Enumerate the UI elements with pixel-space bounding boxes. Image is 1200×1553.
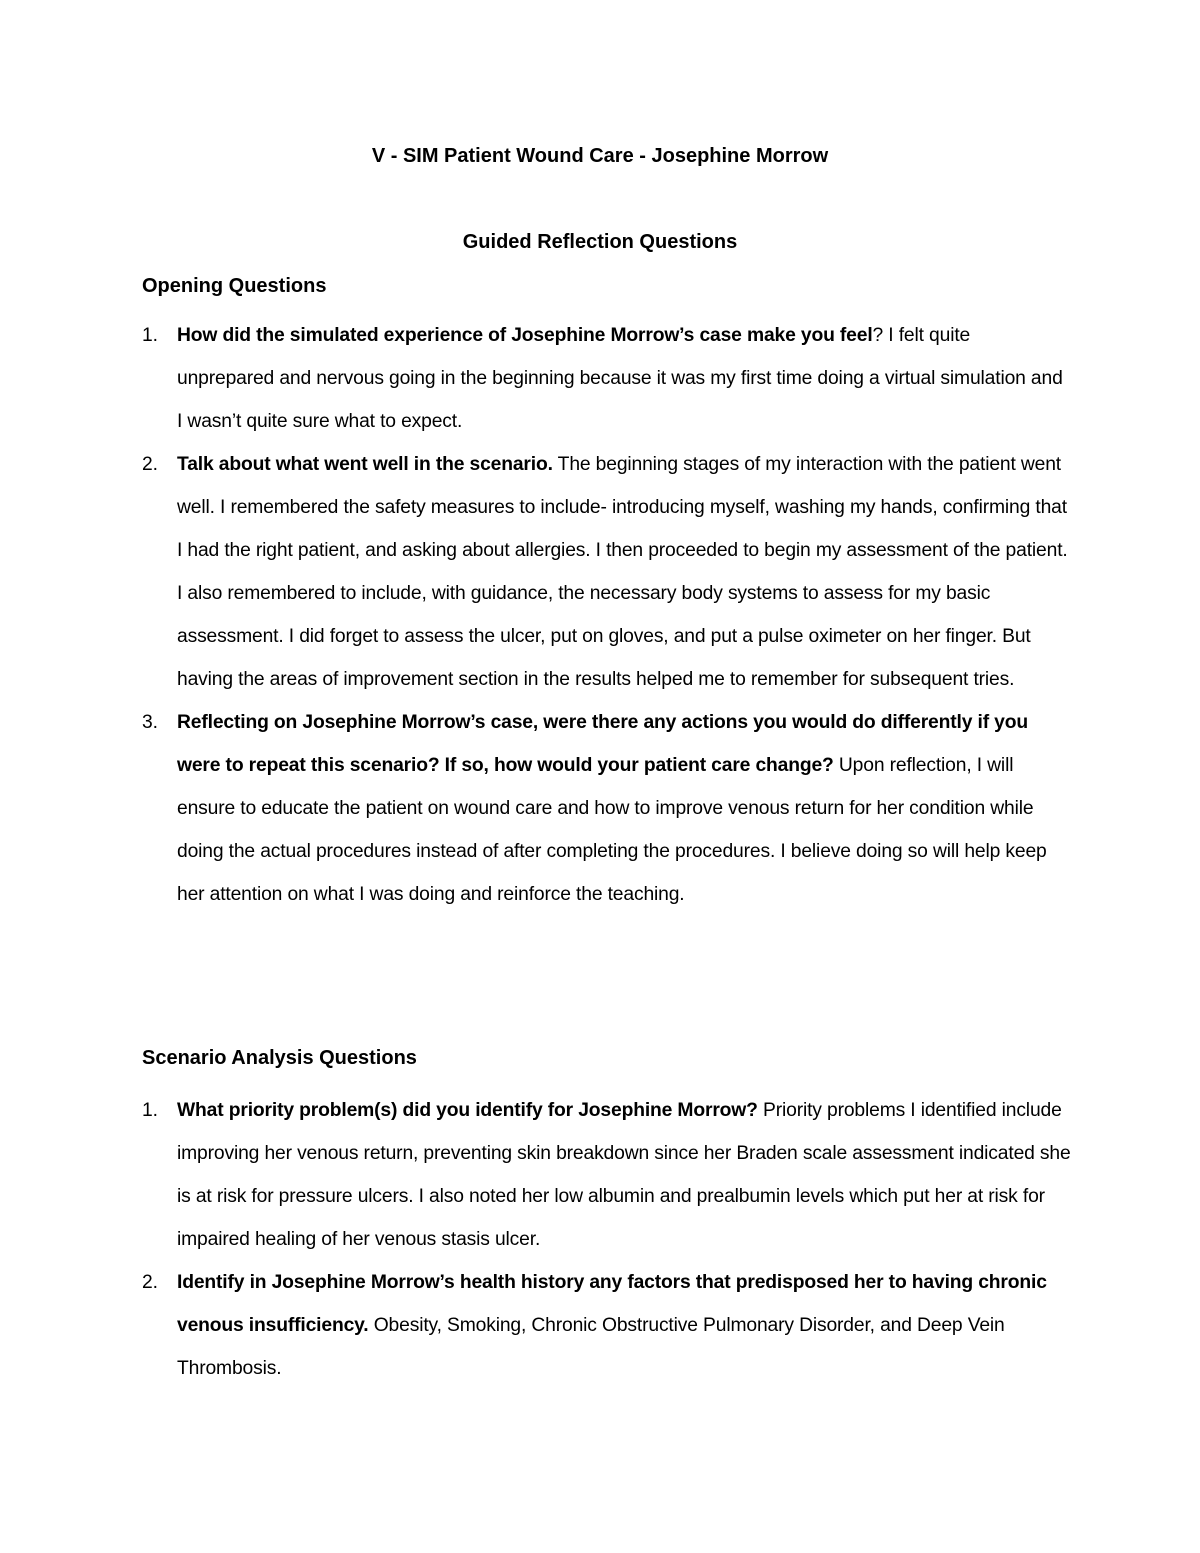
question-answer: Priority problems I identified include improving her venous return, preventing skin breakdown since her Braden scale assessment indicated she is at risk for pressure ulcers. I also noted her low albumin and prealbumin levels which put her at risk for impaired healing of her venous stasis ulcer. — [177, 1100, 1071, 1250]
opening-question-item — [142, 443, 1072, 701]
question-number: 1. — [142, 1100, 158, 1121]
scenario-question-item — [142, 1089, 1072, 1261]
question-answer: ? I felt quite unprepared and nervous going in the beginning because it was my first time doing a virtual simulation and I wasn’t quite sure what to expect. — [177, 325, 1063, 432]
question-text — [177, 1100, 1071, 1250]
scenario-analysis-heading: Scenario Analysis Questions — [142, 1047, 417, 1069]
question-prompt: What priority problem(s) did you identify for Josephine Morrow? — [177, 1100, 758, 1121]
document-title: V - SIM Patient Wound Care - Josephine Morrow — [371, 145, 829, 167]
opening-questions-heading: Opening Questions — [142, 275, 327, 297]
question-number: 2. — [142, 454, 158, 475]
question-prompt: Identify in Josephine Morrow’s health history any factors that predisposed her to having chronic venous insufficiency. — [177, 1272, 1047, 1336]
question-text — [177, 454, 1068, 690]
question-number: 2. — [142, 1272, 158, 1293]
scenario-questions-list — [142, 1089, 1072, 1390]
opening-question-item — [142, 701, 1072, 916]
question-text — [177, 712, 1047, 905]
question-prompt: How did the simulated experience of Josephine Morrow’s case make you feel — [177, 325, 873, 346]
question-prompt: Reflecting on Josephine Morrow’s case, were there any actions you would do differently if you were to repeat this scenario? If so, how would your patient care change? — [177, 712, 1029, 776]
question-number: 1. — [142, 325, 158, 346]
question-answer: Obesity, Smoking, Chronic Obstructive Pulmonary Disorder, and Deep Vein Thrombosis. — [177, 1315, 1005, 1379]
opening-questions-list — [142, 314, 1072, 916]
question-prompt: Talk about what went well in the scenario. — [177, 454, 553, 475]
question-number: 3. — [142, 712, 158, 733]
question-text — [177, 1272, 1047, 1379]
question-answer: Upon reflection, I will ensure to educate the patient on wound care and how to improve venous return for her condition while doing the actual procedures instead of after completing the procedures. I believe doing so will help keep her attention on what I was doing and reinforce the teaching. — [177, 755, 1047, 905]
question-answer: The beginning stages of my interaction with the patient went well. I remembered the safety measures to include- introducing myself, washing my hands, confirming that I had the right patient, and asking about allergies. I then proceeded to begin my assessment of the patient. I also remembered to include, with guidance, the necessary body systems to assess for my basic assessment. I did forget to assess the ulcer, put on gloves, and put a pulse oximeter on her finger. But having the areas of improvement section in the results helped me to remember for subsequent tries. — [177, 454, 1068, 690]
opening-question-item — [142, 314, 1072, 443]
scenario-question-item — [142, 1261, 1072, 1390]
question-text — [177, 325, 1063, 432]
document-subtitle: Guided Reflection Questions — [462, 231, 738, 253]
